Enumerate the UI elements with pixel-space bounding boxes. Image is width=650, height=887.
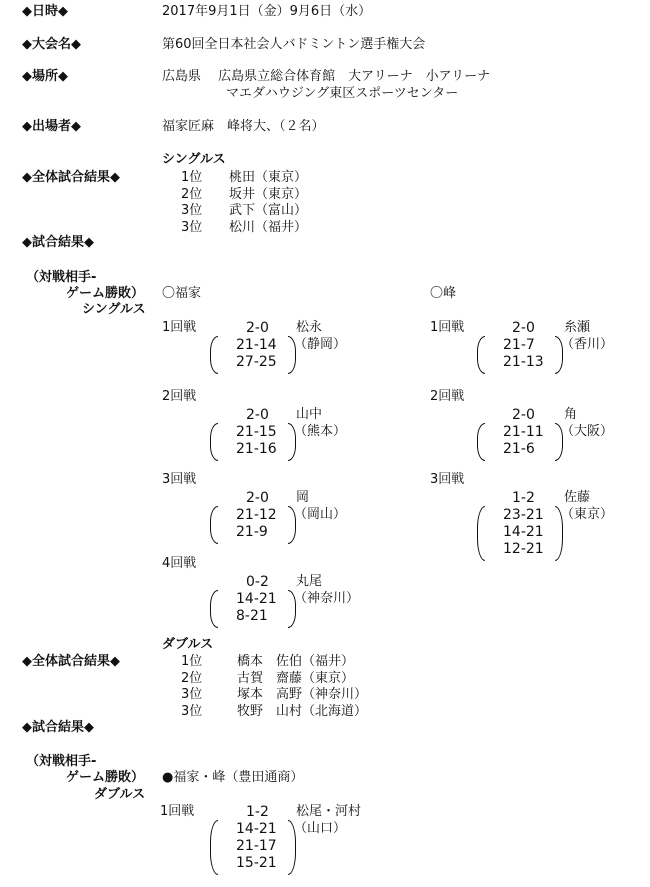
doubles-ranking-name: 古賀 齋藤（東京） [237, 670, 355, 686]
left-match-score: 0-2 [246, 574, 269, 590]
singles-results-label: ◆試合結果◆ [22, 235, 94, 250]
right-match-pref: （東京） [561, 507, 614, 522]
left-match-round: 4回戦 [162, 556, 197, 571]
singles-ranking-rank: 3位 [181, 203, 203, 218]
left-match-bracket-left [210, 423, 218, 461]
right-match-opponent: 佐藤 [564, 490, 591, 505]
left-match-pref: （神奈川） [294, 591, 360, 606]
doubles-results-label: ◆試合結果◆ [22, 720, 94, 735]
left-match-game: 21-16 [236, 441, 277, 457]
doubles-ranking-rank: 3位 [181, 703, 203, 719]
left-match-score: 2-0 [246, 320, 269, 336]
right-match-game: 14-21 [503, 524, 544, 540]
singles-ranking-name: 坂井（東京） [229, 186, 308, 202]
singles-ranking-rank: 1位 [181, 170, 203, 185]
venue-line1: 広島県 広島県立総合体育館 大アリーナ 小アリーナ [162, 69, 491, 84]
left-match-round: 3回戦 [162, 472, 197, 487]
right-match-bracket-left [477, 336, 485, 374]
left-match-score: 2-0 [246, 407, 269, 423]
singles-overall-label: ◆全体試合結果◆ [22, 170, 120, 185]
right-match-opponent: 角 [564, 407, 578, 422]
right-match-score: 2-0 [512, 407, 535, 423]
singles-ranking-name: 桃田（東京） [229, 170, 308, 185]
left-match-pref: （静岡） [294, 337, 347, 352]
venue-line2: マエダハウジング東区スポーツセンター [226, 86, 459, 101]
right-match-score: 2-0 [512, 320, 535, 336]
right-match-game: 21-11 [503, 424, 544, 440]
left-match-game: 27-25 [236, 354, 277, 370]
right-match-pref: （香川） [561, 337, 614, 352]
right-match-bracket-left [477, 506, 485, 561]
left-match-opponent: 松永 [296, 320, 323, 335]
doubles-ranking-name: 橋本 佐伯（福井） [237, 654, 355, 669]
doubles-ranking-rank: 2位 [181, 670, 203, 686]
left-match-opponent: 山中 [296, 407, 323, 422]
left-match-game: 8-21 [236, 608, 268, 624]
right-match-score: 1-2 [512, 490, 535, 506]
left-match-bracket-left [210, 590, 218, 628]
doubles-ranking-rank: 1位 [181, 654, 203, 669]
doubles-match-game: 15-21 [236, 855, 277, 871]
doubles-side-line3: ダブルス [94, 787, 146, 802]
left-player: 〇福家 [162, 286, 202, 301]
doubles-ranking-name: 牧野 山村（北海道） [237, 703, 368, 719]
left-match-game: 21-14 [236, 337, 277, 353]
doubles-side-line2: ゲーム勝敗） [66, 770, 145, 785]
right-player: 〇峰 [430, 286, 457, 301]
players-value: 福家匠麻 峰将大、（２名） [162, 119, 325, 134]
doubles-match-round: 1回戦 [160, 804, 195, 819]
singles-side-line1: （対戦相手- [26, 270, 97, 285]
players-label: ◆出場者◆ [22, 119, 81, 134]
left-match-bracket-left [210, 336, 218, 374]
event-value: 第60回全日本社会人バドミントン選手権大会 [162, 37, 426, 52]
right-match-game: 21-6 [503, 441, 535, 457]
singles-heading: シングルス [162, 152, 226, 167]
doubles-heading: ダブルス [162, 637, 214, 652]
doubles-ranking-name: 塚本 高野（神奈川） [237, 687, 368, 702]
left-match-game: 14-21 [236, 591, 277, 607]
doubles-overall-label: ◆全体試合結果◆ [22, 654, 120, 669]
doubles-match-bracket-left [210, 820, 218, 875]
singles-side-line2: ゲーム勝敗） [66, 286, 145, 301]
singles-side-line3: シングルス [82, 302, 146, 317]
right-match-opponent: 糸瀬 [564, 320, 591, 335]
right-match-pref: （大阪） [561, 424, 614, 439]
right-match-round: 3回戦 [430, 472, 465, 487]
doubles-ranking-rank: 3位 [181, 687, 203, 702]
right-match-game: 21-13 [503, 354, 544, 370]
left-match-opponent: 丸尾 [296, 574, 323, 589]
right-match-round: 2回戦 [430, 389, 465, 404]
left-match-opponent: 岡 [296, 490, 310, 505]
doubles-match-pref: （山口） [294, 821, 347, 836]
doubles-match-score: 1-2 [246, 804, 269, 820]
singles-ranking-rank: 3位 [181, 219, 203, 235]
right-match-round: 1回戦 [430, 320, 465, 335]
left-match-round: 1回戦 [162, 320, 197, 335]
doubles-match-game: 14-21 [236, 821, 277, 837]
date-value: 2017年9月1日（金）9月6日（水） [162, 4, 372, 19]
right-match-game: 21-7 [503, 337, 535, 353]
doubles-match-opponent: 松尾・河村 [296, 804, 362, 819]
right-match-bracket-left [477, 423, 485, 461]
doubles-team: ●福家・峰（豊田通商） [162, 770, 304, 785]
doubles-match-game: 21-17 [236, 838, 277, 854]
event-label: ◆大会名◆ [22, 37, 81, 52]
left-match-pref: （岡山） [294, 507, 347, 522]
left-match-bracket-left [210, 506, 218, 544]
right-match-game: 12-21 [503, 541, 544, 557]
left-match-score: 2-0 [246, 490, 269, 506]
left-match-round: 2回戦 [162, 389, 197, 404]
singles-ranking-name: 武下（富山） [229, 203, 308, 218]
singles-ranking-name: 松川（福井） [229, 219, 308, 235]
right-match-game: 23-21 [503, 507, 544, 523]
singles-ranking-rank: 2位 [181, 186, 203, 202]
left-match-game: 21-15 [236, 424, 277, 440]
left-match-game: 21-9 [236, 524, 268, 540]
left-match-pref: （熊本） [294, 424, 347, 439]
doubles-side-line1: （対戦相手- [26, 754, 97, 769]
left-match-game: 21-12 [236, 507, 277, 523]
date-label: ◆日時◆ [22, 4, 68, 19]
venue-label: ◆場所◆ [22, 69, 68, 84]
